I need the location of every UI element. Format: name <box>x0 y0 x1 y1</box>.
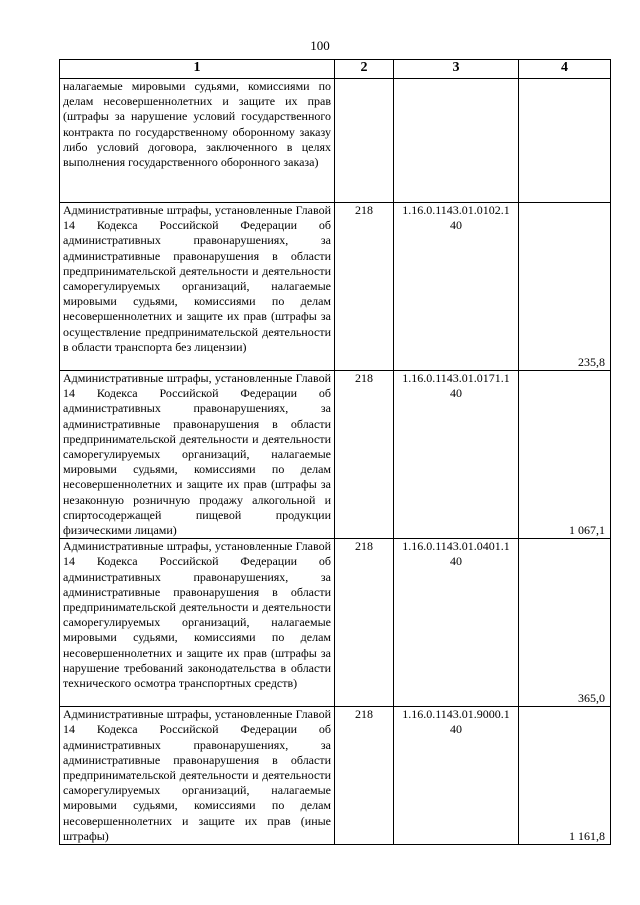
row-admin-code: 218 <box>335 203 394 371</box>
column-header-4: 4 <box>519 60 611 79</box>
row-amount: 235,8 <box>519 203 611 371</box>
table-row <box>60 79 611 203</box>
table-row <box>60 203 611 371</box>
page-number: 100 <box>310 38 330 53</box>
row-kbk-code: 1.16.0.1143.01.0102.140 <box>394 203 519 371</box>
row-admin-code: 218 <box>335 707 394 845</box>
row-description: Административные штрафы, установленные Главой 14 Кодекса Российской Федерации об административных правонарушениях, за административные правонарушения в области предпринимательской деятельности и деятельности саморегулируемых организаций, налагаемые мировыми судьями, комиссиями по делам несовершеннолетних и защите их прав (штрафы за незаконную розничную продажу алкогольной и спиртосодержащей пищевой продукции физическими лицами) <box>60 371 335 539</box>
row-kbk-code: 1.16.0.1143.01.0171.140 <box>394 371 519 539</box>
row-admin-code <box>335 79 394 203</box>
row-kbk-code: 1.16.0.1143.01.0401.140 <box>394 539 519 707</box>
table-row <box>60 539 611 707</box>
revenue-table <box>59 59 611 845</box>
row-admin-code: 218 <box>335 539 394 707</box>
column-header-3: 3 <box>394 60 519 79</box>
row-description: Административные штрафы, установленные Главой 14 Кодекса Российской Федерации об административных правонарушениях, за административные правонарушения в области предпринимательской деятельности и деятельности саморегулируемых организаций, налагаемые мировыми судьями, комиссиями по делам несовершеннолетних и защите их прав (штрафы за осуществление предпринимательской деятельности в области транспорта без лицензии) <box>60 203 335 371</box>
row-kbk-code: 1.16.0.1143.01.9000.140 <box>394 707 519 845</box>
table-row <box>60 707 611 845</box>
row-description: налагаемые мировыми судьями, комиссиями по делам несовершеннолетних и защите их прав (штрафы за нарушение условий государственного контракта по государственному оборонному заказу либо условий договора, заключенного в целях выполнения государственного оборонного заказа) <box>60 79 335 203</box>
row-kbk-code <box>394 79 519 203</box>
row-admin-code: 218 <box>335 371 394 539</box>
row-amount: 365,0 <box>519 539 611 707</box>
column-header-2: 2 <box>335 60 394 79</box>
row-description: Административные штрафы, установленные Главой 14 Кодекса Российской Федерации об административных правонарушениях, за административные правонарушения в области предпринимательской деятельности и деятельности саморегулируемых организаций, налагаемые мировыми судьями, комиссиями по делам несовершеннолетних и защите их прав (иные штрафы) <box>60 707 335 845</box>
row-amount: 1 067,1 <box>519 371 611 539</box>
row-description: Административные штрафы, установленные Главой 14 Кодекса Российской Федерации об административных правонарушениях, за административные правонарушения в области предпринимательской деятельности и деятельности саморегулируемых организаций, налагаемые мировыми судьями, комиссиями по делам несовершеннолетних и защите их прав (штрафы за нарушение требований законодательства в области технического осмотра транспортных средств) <box>60 539 335 707</box>
table-row <box>60 371 611 539</box>
column-header-1: 1 <box>60 60 335 79</box>
table-header-row <box>60 60 611 79</box>
row-amount <box>519 79 611 203</box>
row-amount: 1 161,8 <box>519 707 611 845</box>
